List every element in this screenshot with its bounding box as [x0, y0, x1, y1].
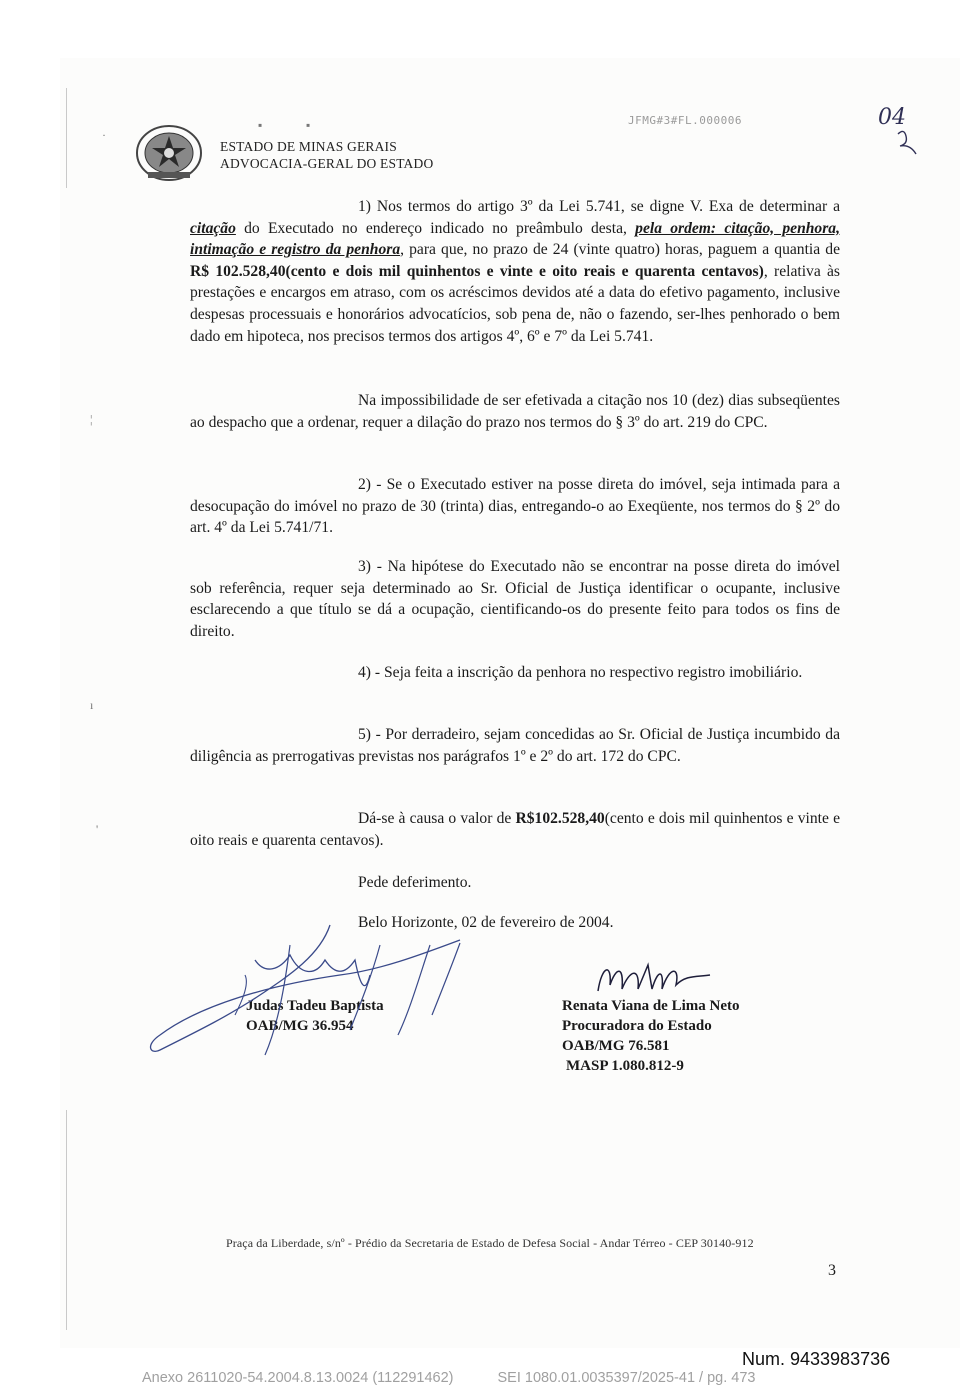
agency-name: ADVOCACIA-GERAL DO ESTADO [220, 156, 434, 171]
signature-block-right [562, 996, 740, 1076]
handwritten-sheet-number [874, 100, 934, 160]
paragraph-deadline-extension [190, 390, 840, 433]
state-name: ESTADO DE MINAS GERAIS [220, 139, 397, 154]
p1-ordem: pela ordem: citação, penhora, intimação e registro da penhora [190, 219, 840, 259]
p5-text: 4) - Seja feita a inscrição da penhora no respectivo registro imobiliário. [358, 664, 803, 681]
p7-valor: R$102.528,40 [515, 810, 605, 827]
signer-right-oab: OAB/MG 76.581 [562, 1038, 670, 1054]
p3-text: 2) - Se o Executado estiver na posse direta do imóvel, seja intimada para a desocupação do imóvel no prazo de 30 (trinta) dias, entregando-o ao Exeqüente, nos termos do § 2º do art. 4º da Lei 5.741/71. [190, 476, 840, 537]
page-stamp: JFMG#3#FL.000006 [628, 114, 742, 127]
p1-text-d: , relativa às prestações e encargos em atraso, com os acréscimos devidos até a data do efetivo pagamento, inclusive despesas processuais e honorários advocatícios, sob pena de, não o fazendo, ser-lhes penhorado o bem dado em hipoteca, nos precisos termos dos artigos 4º, 6º e 7º da Lei 5.741. [190, 262, 841, 345]
handwritten-signature-left [140, 915, 500, 1065]
scan-speck: ▪ [306, 118, 311, 132]
signer-left-oab: OAB/MG 36.954 [246, 1018, 354, 1034]
state-coat-of-arms-icon [134, 124, 204, 182]
scan-speck: ' [96, 822, 99, 836]
scan-speck: · [102, 128, 106, 142]
p1-text-c: , para que, no prazo de 24 (vinte quatro) horas, paguem a quantia de [400, 241, 840, 259]
signer-right-masp: MASP 1.080.812-9 [566, 1058, 684, 1074]
scan-edge-line [66, 88, 67, 188]
signer-right-name: Renata Viana de Lima Neto [562, 998, 740, 1014]
paragraph-case-value [190, 808, 840, 851]
document-number: Num. 9433983736 [742, 1349, 891, 1369]
paragraph-citation-request [190, 196, 840, 347]
p7-text-a: Dá-se à causa o valor de [358, 810, 516, 827]
p1-text-a: 1) Nos termos do artigo 3º da Lei 5.741, se digne V. Exa de determinar a [358, 198, 840, 215]
annex-id: Anexo 2611020-54.2004.8.13.0024 (112291462) [142, 1370, 454, 1386]
p2-text: Na impossibilidade de ser efetivada a citação nos 10 (dez) dias subseqüentes ao despacho que a ordenar, requer a dilação do prazo nos termos do § 3º do art. 219 do CPC. [190, 392, 840, 431]
scan-edge-line [66, 1110, 67, 1330]
p7-text-b: (cento e dois mil quinhentos e vinte e oito reais e quarenta centavos). [190, 810, 840, 849]
footer-address: Praça da Liberdade, s/nº - Prédio da Secretaria de Estado de Defesa Social - Andar Térreo - CEP 30140-912 [226, 1236, 754, 1250]
handnote-text: 04 [878, 105, 906, 130]
paragraph-item-5 [190, 724, 840, 767]
signer-right-role: Procuradora do Estado [562, 1018, 712, 1034]
p6-text: 5) - Por derradeiro, sejam concedidas ao Sr. Oficial de Justiça incumbido da diligência as prerrogativas previstas nos parágrafos 1º e 2º do art. 172 do CPC. [190, 726, 840, 765]
closing-request [190, 872, 840, 894]
paragraph-item-3 [190, 556, 840, 642]
page-number: 3 [828, 1262, 836, 1279]
p1-valor: R$ 102.528,40(cento e dois mil quinhentos e vinte e oito reais e quarenta centavos) [190, 262, 764, 280]
p8-text: Pede deferimento. [358, 874, 472, 891]
paragraph-item-2 [190, 474, 840, 539]
scan-speck: ¦ [90, 412, 93, 426]
paragraph-item-4 [190, 662, 840, 684]
sei-reference: SEI 1080.01.0035397/2025-41 / pg. 473 [497, 1370, 756, 1386]
annex-reference-line [142, 1370, 755, 1386]
handwritten-signature-right [590, 955, 720, 1005]
scan-speck: ▪ [258, 118, 263, 132]
scan-speck: ı [90, 698, 94, 712]
p4-text: 3) - Na hipótese do Executado não se encontrar na posse direta do imóvel sob referência, requer seja determinado ao Sr. Oficial de Justiça identificar o ocupante, inclusive esclarecendo a que título se dá a ocupação, cientificando-os do presente feito para todos os fins de direito. [190, 558, 840, 640]
signer-left-name: Judas Tadeu Baptista [246, 998, 384, 1014]
p9-text: Belo Horizonte, 02 de fevereiro de 2004. [358, 914, 614, 931]
p1-citacao: citação [190, 219, 236, 237]
p1-text-b: do Executado no endereço indicado no preâmbulo desta, [235, 219, 636, 237]
